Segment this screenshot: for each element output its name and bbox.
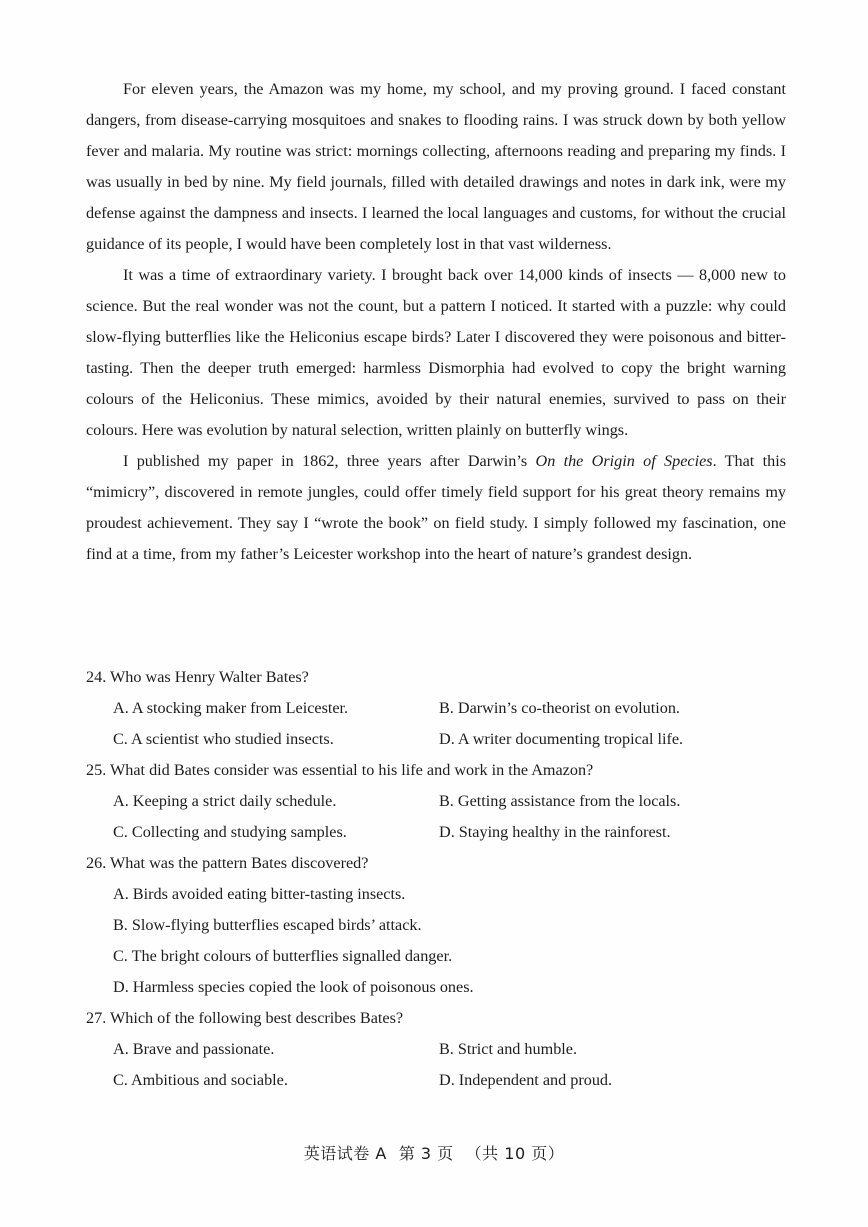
question-stem: 24. Who was Henry Walter Bates?	[86, 668, 309, 686]
page-footer	[0, 1142, 868, 1166]
option-d: D. A writer documenting tropical life.	[439, 730, 684, 748]
question-list	[86, 662, 786, 1096]
option-row	[86, 1065, 786, 1096]
option-a: A. Keeping a strict daily schedule.	[113, 792, 337, 810]
option-a: A. Birds avoided eating bitter-tasting insects.	[113, 885, 406, 903]
option-row	[86, 817, 786, 848]
book-title: On the Origin of Species	[535, 452, 713, 470]
paragraph-3-start: I published my paper in 1862, three years after Darwin’s	[123, 452, 536, 470]
option-row	[86, 693, 786, 724]
question-27	[86, 1003, 786, 1096]
option-b: B. Slow-flying butterflies escaped birds’ attack.	[113, 916, 422, 934]
total-pages: （共 10 页）	[465, 1144, 565, 1163]
option-d: D. Harmless species copied the look of poisonous ones.	[113, 978, 474, 996]
option-b: B. Getting assistance from the locals.	[439, 792, 681, 810]
option-b: B. Strict and humble.	[439, 1040, 578, 1058]
question-25	[86, 755, 786, 848]
option-row	[86, 724, 786, 755]
question-26	[86, 848, 786, 1003]
question-24	[86, 662, 786, 755]
question-stem: 25. What did Bates consider was essential to his life and work in the Amazon?	[86, 761, 594, 779]
option-a: A. Brave and passionate.	[113, 1040, 275, 1058]
paragraph-3-end: . That this “mimicry”, discovered in remote jungles, could offer timely field support for his great theory remains my proudest achievement. They say I “wrote the book” on field study. I simply followed my fascination, one find at a time, from my father’s Leicester workshop into the heart of nature’s grandest design.	[86, 452, 786, 563]
option-d: D. Staying healthy in the rainforest.	[439, 823, 671, 841]
paper-label: 英语试卷 A	[303, 1144, 387, 1163]
option-c: C. The bright colours of butterflies signalled danger.	[113, 947, 453, 965]
question-stem: 27. Which of the following best describes Bates?	[86, 1009, 404, 1027]
passage-paragraph-2: It was a time of extraordinary variety. I brought back over 14,000 kinds of insects — 8,000 new to science. But the real wonder was not the count, but a pattern I noticed. It started with a puzzle: why could slow-flying butterflies like the Heliconius escape birds? Later I discovered they were poisonous and bitter-tasting. Then the deeper truth emerged: harmless Dismorphia had evolved to copy the bright warning colours of the Heliconius. These mimics, avoided by their natural enemies, survived to pass on their colours. Here was evolution by natural selection, written plainly on butterfly wings.	[86, 266, 786, 439]
option-b: B. Darwin’s co-theorist on evolution.	[439, 699, 680, 717]
option-c: C. Collecting and studying samples.	[113, 823, 347, 841]
option-a: A. A stocking maker from Leicester.	[113, 699, 349, 717]
option-c: C. Ambitious and sociable.	[113, 1071, 288, 1089]
option-row	[86, 1034, 786, 1065]
option-c: C. A scientist who studied insects.	[113, 730, 334, 748]
page-number: 第 3 页	[398, 1144, 454, 1163]
option-row	[86, 786, 786, 817]
reading-passage	[86, 74, 786, 570]
question-stem: 26. What was the pattern Bates discovered?	[86, 854, 369, 872]
passage-paragraph-1: For eleven years, the Amazon was my home, my school, and my proving ground. I faced constant dangers, from disease-carrying mosquitoes and snakes to flooding rains. I was struck down by both yellow fever and malaria. My routine was strict: mornings collecting, afternoons reading and preparing my finds. I was usually in bed by nine. My field journals, filled with detailed drawings and notes in dark ink, were my defense against the dampness and insects. I learned the local languages and customs, for without the crucial guidance of its people, I would have been completely lost in that vast wilderness.	[86, 80, 786, 253]
option-d: D. Independent and proud.	[439, 1071, 613, 1089]
passage-paragraph-3	[86, 446, 786, 570]
